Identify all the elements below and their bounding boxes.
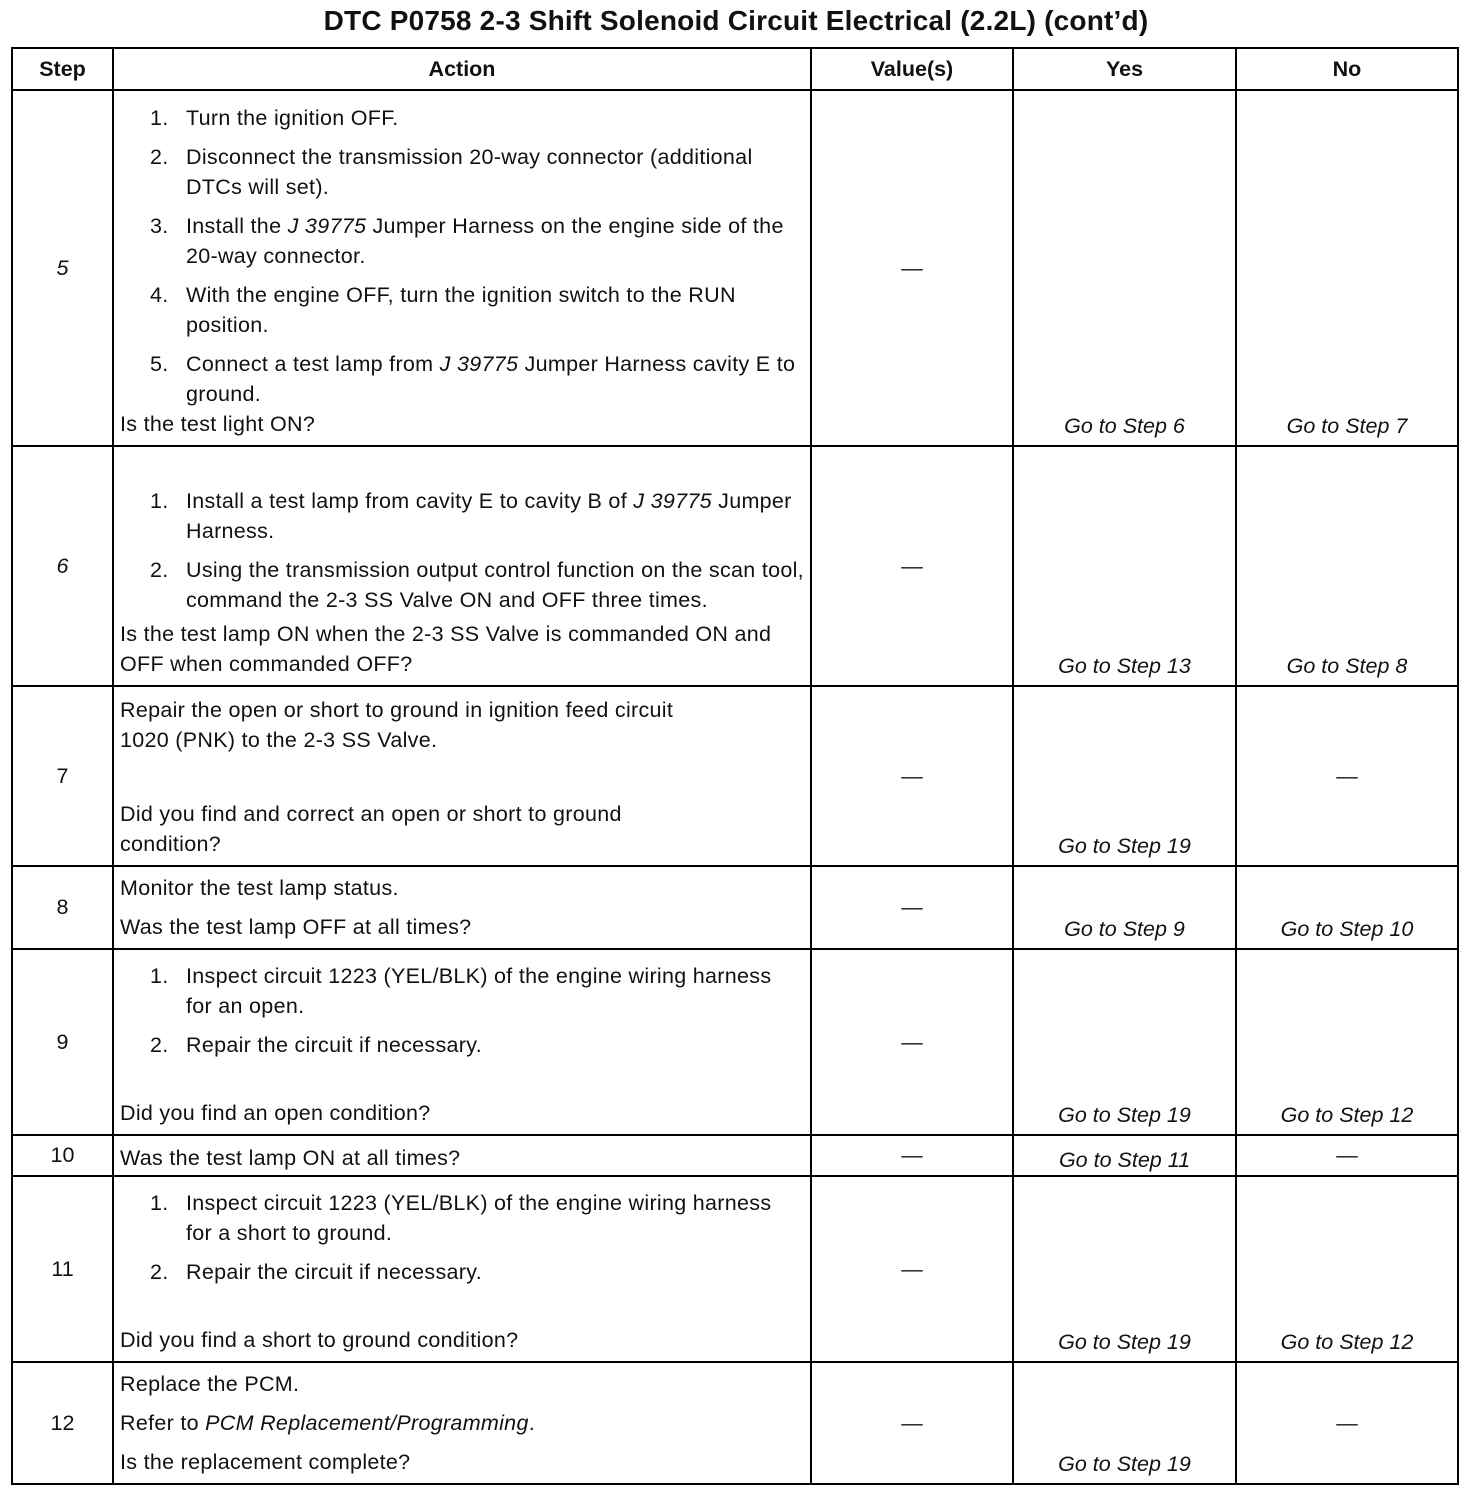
yes-link[interactable]: Go to Step 6 (1013, 90, 1236, 446)
step-number: 7 (12, 686, 113, 866)
yes-link[interactable]: Go to Step 19 (1013, 1176, 1236, 1362)
yes-link[interactable]: Go to Step 13 (1013, 446, 1236, 686)
action-cell (113, 90, 811, 446)
list-item: 2. Using the transmission output control function on the scan tool, command the 2-3 SS Valve ON and OFF three times. (150, 558, 804, 612)
table-row (12, 1176, 1458, 1362)
action-cell (113, 949, 811, 1135)
no-link[interactable]: Go to Step 8 (1236, 446, 1458, 686)
table-row (12, 90, 1458, 446)
value-cell: — (811, 1135, 1013, 1176)
diagnostic-table (11, 47, 1459, 1485)
list-item: 2. Repair the circuit if necessary. (150, 1033, 482, 1057)
no-link[interactable]: Go to Step 12 (1236, 1176, 1458, 1362)
list-item: 5. Connect a test lamp from J 39775 Jumper Harness cavity E to ground. (150, 352, 796, 406)
yes-link[interactable]: Go to Step 19 (1013, 686, 1236, 866)
action-cell (113, 686, 811, 866)
action-cell (113, 446, 811, 686)
question-text: Was the test lamp ON at all times? (120, 1146, 461, 1170)
header-action: Action (113, 48, 811, 90)
no-result: — (1236, 1135, 1458, 1176)
header-values: Value(s) (811, 48, 1013, 90)
header-step: Step (12, 48, 113, 90)
table-row (12, 686, 1458, 866)
question-text: Was the test lamp OFF at all times? (120, 915, 472, 939)
step-number: 6 (12, 446, 113, 686)
action-text: Monitor the test lamp status. (120, 876, 399, 900)
question-text: Is the test lamp ON when the 2-3 SS Valve is commanded ON and OFF when commanded OFF? (120, 622, 772, 676)
step-number: 11 (12, 1176, 113, 1362)
no-result: — (1236, 1362, 1458, 1484)
question-text: Is the replacement complete? (120, 1450, 411, 1474)
list-item: 4. With the engine OFF, turn the ignition switch to the RUN position. (150, 283, 736, 337)
value-cell: — (811, 686, 1013, 866)
no-link[interactable]: Go to Step 7 (1236, 90, 1458, 446)
action-list (120, 1188, 804, 1287)
list-item: 1. Turn the ignition OFF. (150, 106, 399, 130)
value-cell: — (811, 1176, 1013, 1362)
value-cell: — (811, 446, 1013, 686)
no-link[interactable]: Go to Step 10 (1236, 866, 1458, 949)
no-link[interactable]: Go to Step 12 (1236, 949, 1458, 1135)
list-item: 2. Disconnect the transmission 20-way connector (additional DTCs will set). (150, 145, 753, 199)
action-text: Replace the PCM. (120, 1372, 300, 1396)
header-no: No (1236, 48, 1458, 90)
action-list (120, 961, 804, 1060)
yes-link[interactable]: Go to Step 19 (1013, 1362, 1236, 1484)
reference-link[interactable]: PCM Replacement/Programming (205, 1411, 529, 1435)
table-row (12, 446, 1458, 686)
action-cell (113, 1135, 811, 1176)
question-text: Did you find an open condition? (120, 1101, 431, 1125)
question-text: Did you find a short to ground condition? (120, 1328, 519, 1352)
question-text: Is the test light ON? (120, 412, 316, 436)
action-text: Repair the open or short to ground in ignition feed circuit 1020 (PNK) to the 2-3 SS Valve. (120, 698, 674, 752)
table-row (12, 949, 1458, 1135)
table-row (12, 1135, 1458, 1176)
list-item: 1. Inspect circuit 1223 (YEL/BLK) of the engine wiring harness for a short to ground. (150, 1191, 772, 1245)
no-result: — (1236, 686, 1458, 866)
step-number: 10 (12, 1135, 113, 1176)
step-number: 12 (12, 1362, 113, 1484)
value-cell: — (811, 1362, 1013, 1484)
step-number: 9 (12, 949, 113, 1135)
step-number: 8 (12, 866, 113, 949)
list-item: 2. Repair the circuit if necessary. (150, 1260, 482, 1284)
header-yes: Yes (1013, 48, 1236, 90)
action-list (120, 103, 804, 409)
table-row (12, 1362, 1458, 1484)
action-cell (113, 1176, 811, 1362)
action-cell (113, 866, 811, 949)
list-item: 1. Install a test lamp from cavity E to cavity B of J 39775 Jumper Harness. (150, 489, 792, 543)
value-cell: — (811, 866, 1013, 949)
action-list (120, 486, 804, 615)
yes-link[interactable]: Go to Step 9 (1013, 866, 1236, 949)
action-cell (113, 1362, 811, 1484)
value-cell: — (811, 949, 1013, 1135)
header-row (12, 48, 1458, 90)
list-item: 1. Inspect circuit 1223 (YEL/BLK) of the engine wiring harness for an open. (150, 964, 772, 1018)
page-title: DTC P0758 2-3 Shift Solenoid Circuit Electrical (2.2L) (cont’d) (323, 5, 1149, 36)
step-number: 5 (12, 90, 113, 446)
value-cell: — (811, 90, 1013, 446)
list-item: 3. Install the J 39775 Jumper Harness on the engine side of the 20-way connector. (150, 214, 784, 268)
yes-link[interactable]: Go to Step 11 (1013, 1135, 1236, 1176)
table-row (12, 866, 1458, 949)
yes-link[interactable]: Go to Step 19 (1013, 949, 1236, 1135)
reference-text: Refer to PCM Replacement/Programming. (120, 1411, 535, 1435)
question-text: Did you find and correct an open or short to ground condition? (120, 802, 622, 856)
